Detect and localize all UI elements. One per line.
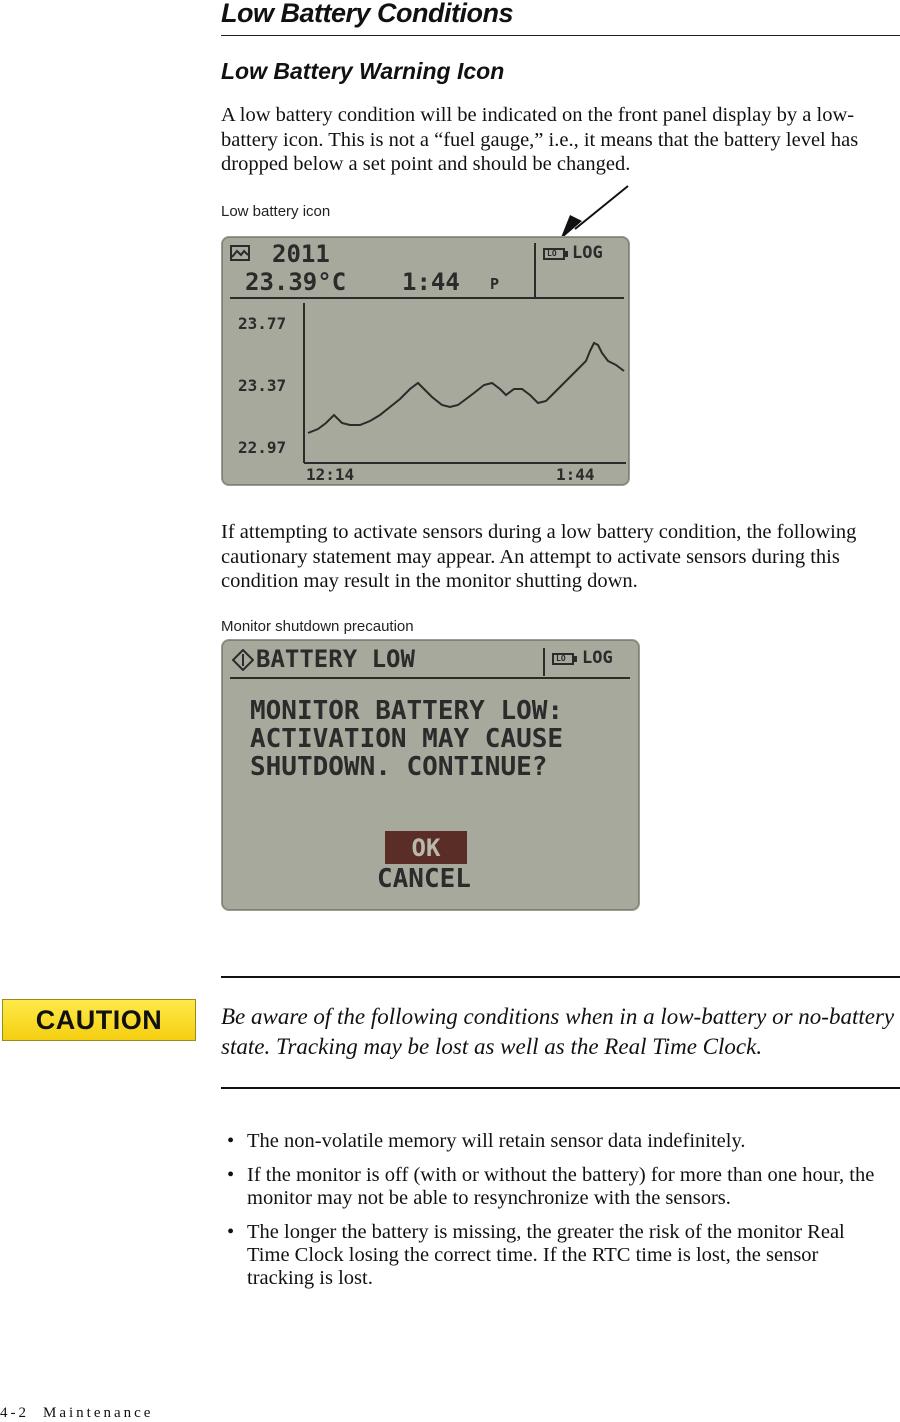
y-label-bottom: 22.97 <box>238 438 287 457</box>
list-item: • The non-volatile memory will retain sensor data indefinitely. <box>227 1130 746 1152</box>
dialog-message-line-2: ACTIVATION MAY CAUSE <box>250 724 564 754</box>
low-battery-icon: LO <box>543 248 565 260</box>
page-number: 4-2 <box>0 1405 29 1421</box>
lcd-temperature: 23.39°C <box>245 268 347 296</box>
page-heading: Low Battery Conditions <box>221 0 513 28</box>
section-name: Maintenance <box>43 1405 154 1421</box>
caution-text: Be aware of the following conditions when in a low-battery or no-battery state. Tracking may be lost as well as the Real Time Clock. <box>221 1004 895 1059</box>
figure-caption-shutdown: Monitor shutdown precaution <box>221 618 414 635</box>
callout-arrow <box>555 183 635 243</box>
list-item: • The longer the battery is missing, the greater the risk of the monitor Real Time Clock losing the correct time. If the RTC time is lost, the sensor tracking is lost. <box>227 1221 845 1289</box>
lcd-header-rule <box>230 677 630 679</box>
lcd-screen-graph <box>222 237 629 485</box>
cancel-button[interactable]: CANCEL <box>377 864 471 894</box>
y-label-mid: 23.37 <box>238 376 287 395</box>
heading-rule <box>221 35 900 36</box>
temperature-trace-plot <box>222 237 629 485</box>
lcd-time: 1:44 <box>402 268 460 296</box>
lcd-log-indicator: LOG <box>582 648 613 668</box>
dialog-message-line-3: SHUTDOWN. CONTINUE? <box>250 752 548 782</box>
dialog-message-line-1: MONITOR BATTERY LOW: <box>250 696 564 726</box>
page-footer <box>0 1405 153 1422</box>
lcd-log-indicator: LOG <box>572 243 603 263</box>
lcd-year: 2011 <box>272 240 330 268</box>
low-battery-icon: LO <box>552 653 574 665</box>
battery-terminal <box>574 656 577 662</box>
caution-badge: CAUTION <box>2 999 196 1041</box>
caution-top-rule <box>221 976 900 978</box>
lcd-divider <box>543 648 545 676</box>
caution-bottom-rule <box>221 1087 900 1089</box>
intro-paragraph: A low battery condition will be indicated on the front panel display by a low-battery icon. This is not a “fuel gauge,” i.e., it means that the battery level has dropped below a set point and should be changed. <box>221 104 859 175</box>
x-label-end: 1:44 <box>556 465 595 484</box>
x-label-start: 12:14 <box>306 465 355 484</box>
diamond-icon <box>232 649 254 671</box>
dialog-title: BATTERY LOW <box>256 645 415 673</box>
lcd-screen-battery-low <box>222 640 639 910</box>
lcd-ampm: P <box>490 275 500 293</box>
list-item: • If the monitor is off (with or without the battery) for more than one hour, the monitor may not be able to resynchronize with the sensors. <box>227 1164 875 1209</box>
condition-list <box>221 1130 881 1301</box>
y-label-top: 23.77 <box>238 314 287 333</box>
figure-caption-low-battery-icon: Low battery icon <box>221 203 331 220</box>
warning-paragraph: If attempting to activate sensors during a low battery condition, the following cautionary statement may appear. An attempt to activate sensors during this condition may result in the monitor shutting down. <box>221 521 857 592</box>
section-heading: Low Battery Warning Icon <box>221 58 505 84</box>
ok-button[interactable]: OK <box>385 831 467 864</box>
